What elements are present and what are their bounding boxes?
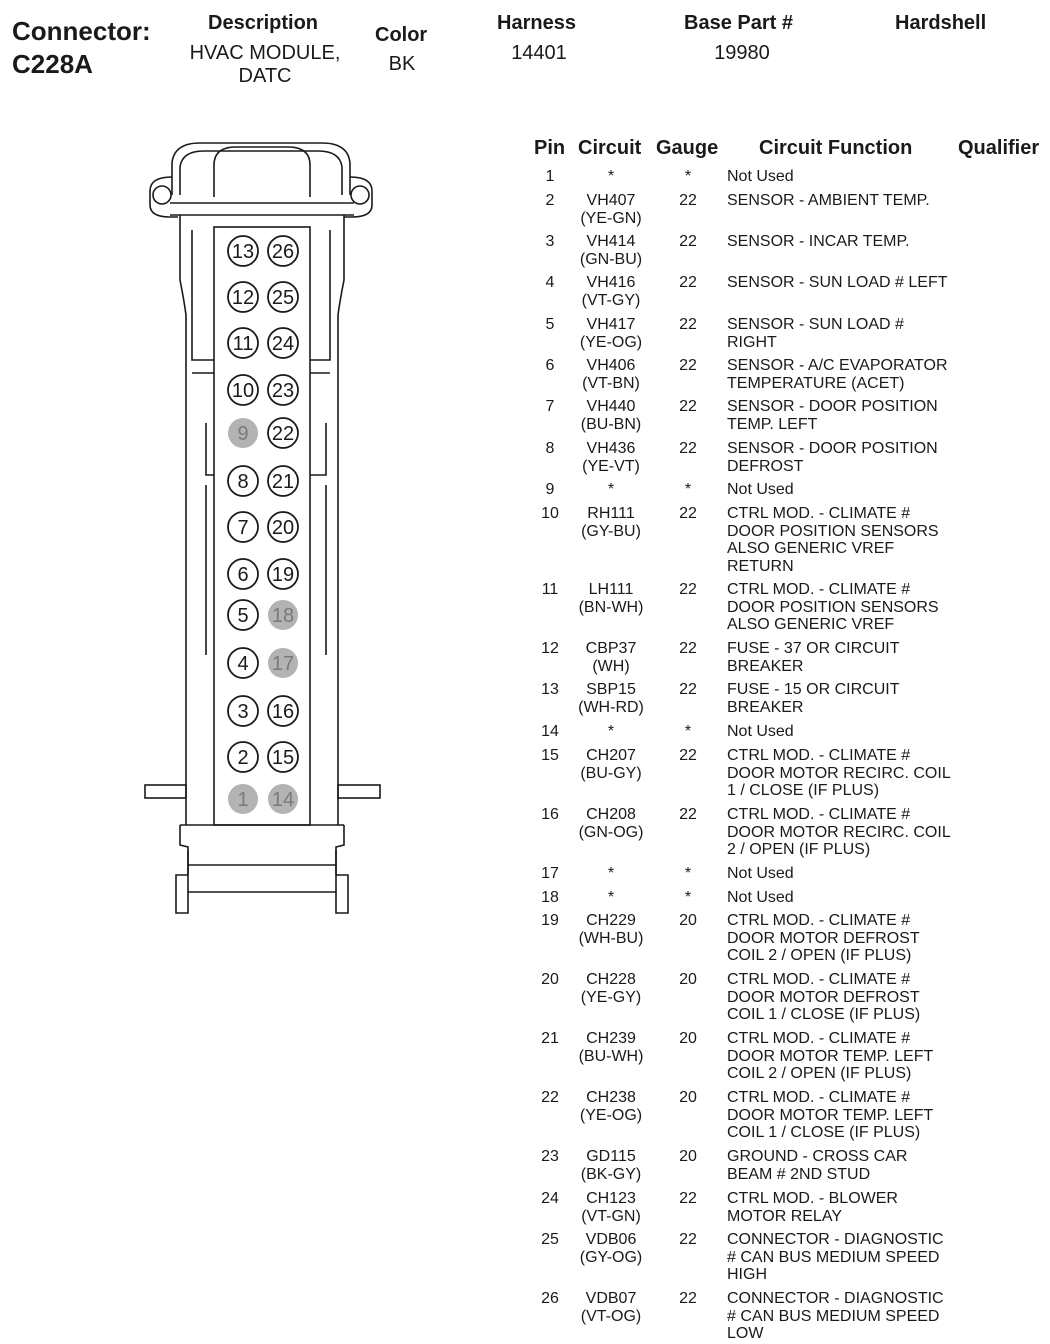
circuit-cell: [575, 912, 647, 947]
circuit-function: CTRL MOD. - CLIMATE # DOOR MOTOR DEFROST COIL 1 / CLOSE (IF PLUS): [727, 971, 921, 1024]
pin-cavity: [268, 375, 298, 405]
circuit-cell: [575, 233, 647, 268]
pin-cavity: [268, 466, 298, 496]
color-value: BK: [388, 53, 416, 75]
circuit-id: *: [607, 889, 615, 906]
circuit-id: VH416: [586, 274, 636, 291]
pin-label: 7: [237, 517, 249, 539]
pin-cavity: [228, 559, 258, 589]
gauge-cell: 22: [679, 1231, 697, 1248]
header-function: Circuit Function: [759, 137, 913, 159]
circuit-function: FUSE - 37 OR CIRCUIT BREAKER: [727, 640, 900, 675]
wire-color: (GY-BU): [581, 522, 641, 540]
gauge-cell: 22: [679, 505, 697, 522]
wire-color: (YE-GY): [580, 988, 642, 1006]
pin-label: 24: [271, 333, 295, 355]
gauge-cell: 20: [679, 1148, 697, 1165]
wire-color: (WH-RD): [578, 698, 644, 716]
circuit-function: SENSOR - DOOR POSITION DEFROST: [727, 440, 938, 475]
gauge-cell: 20: [679, 1030, 697, 1047]
circuit-function: SENSOR - DOOR POSITION TEMP. LEFT: [727, 398, 938, 433]
circuit-function: CONNECTOR - DIAGNOSTIC # CAN BUS MEDIUM SPEED HIGH: [727, 1231, 944, 1284]
pin-cavity: [268, 282, 298, 312]
circuit-function: Not Used: [727, 168, 794, 185]
pin-label: 6: [237, 564, 249, 586]
circuit-id: VH406: [586, 357, 636, 374]
wire-color: (YE-OG): [579, 1106, 643, 1124]
pin-cavity: [228, 466, 258, 496]
pin-label: 25: [271, 287, 295, 309]
circuit-id: *: [607, 865, 615, 882]
pin-number: 11: [541, 581, 559, 598]
circuit-cell: [575, 1089, 647, 1124]
circuit-function: CTRL MOD. - CLIMATE # DOOR MOTOR RECIRC. COIL 2 / OPEN (IF PLUS): [727, 806, 951, 859]
circuit-cell: [575, 581, 647, 616]
wire-color: (WH-BU): [578, 929, 644, 947]
circuit-cell: [575, 681, 647, 716]
circuit-id: SBP15: [586, 681, 636, 698]
pin-cavity-unused: [228, 784, 258, 814]
pin-number: 19: [541, 912, 559, 929]
base-part-label: Base Part #: [684, 12, 793, 34]
pin-label: 11: [232, 333, 254, 355]
connector-header: [0, 0, 1050, 110]
gauge-cell: 22: [679, 398, 697, 415]
pin-number: 10: [541, 505, 559, 522]
description-value: HVAC MODULE, DATC: [189, 42, 341, 87]
header-pin: Pin: [534, 137, 566, 159]
pin-label: 20: [271, 517, 295, 539]
gauge-cell: 20: [679, 1089, 697, 1106]
pin-number: 21: [541, 1030, 559, 1047]
circuit-cell: [575, 398, 647, 433]
circuit-id: CH238: [586, 1089, 636, 1106]
wire-color: (YE-VT): [582, 457, 640, 475]
gauge-cell: 22: [679, 747, 697, 764]
pin-number: 3: [545, 233, 555, 250]
circuit-function: Not Used: [727, 865, 794, 882]
circuit-id: VH414: [586, 233, 636, 250]
pin-number: 18: [541, 889, 559, 906]
circuit-cell: [575, 747, 647, 782]
circuit-id: VH407: [586, 192, 636, 209]
pin-number: 17: [541, 865, 559, 882]
pin-cavity: [228, 328, 258, 358]
connector-housing: [145, 143, 380, 913]
wire-color: (VT-GN): [581, 1207, 641, 1225]
gauge-cell: 22: [679, 274, 697, 291]
pin-cavity-unused: [268, 600, 298, 630]
pin-label: 15: [271, 747, 295, 769]
pin-cavity: [228, 600, 258, 630]
gauge-cell: 22: [679, 681, 697, 698]
pin-label: 4: [237, 653, 249, 675]
circuit-id: CH208: [586, 806, 636, 823]
circuit-id: CH123: [586, 1190, 636, 1207]
circuit-id: CH207: [586, 747, 636, 764]
circuit-cell: [575, 1148, 647, 1183]
circuit-function: CTRL MOD. - CLIMATE # DOOR MOTOR RECIRC. COIL 1 / CLOSE (IF PLUS): [727, 747, 951, 800]
circuit-id: *: [607, 481, 615, 498]
circuit-id: CH239: [586, 1030, 636, 1047]
pin-cavity: [228, 375, 258, 405]
circuit-id: *: [607, 723, 615, 740]
circuit-cell: [575, 865, 647, 883]
circuit-function: FUSE - 15 OR CIRCUIT BREAKER: [727, 681, 900, 716]
circuit-cell: [575, 806, 647, 841]
header-gauge: Gauge: [656, 137, 719, 159]
pin-cavity: [268, 559, 298, 589]
pin-number: 24: [541, 1190, 559, 1207]
circuit-function: Not Used: [727, 723, 794, 740]
wire-color: (BU-BN): [580, 415, 642, 433]
circuit-function: SENSOR - A/C EVAPORATOR TEMPERATURE (ACET): [727, 357, 948, 392]
wire-color: (YE-OG): [579, 333, 643, 351]
circuit-cell: [575, 505, 647, 540]
pin-cavity: [268, 512, 298, 542]
wire-color: (VT-OG): [580, 1307, 642, 1325]
harness-label: Harness: [497, 12, 576, 34]
circuit-cell: [575, 357, 647, 392]
pin-cavity-unused: [268, 648, 298, 678]
pin-number: 2: [545, 192, 555, 209]
pin-cavity: [228, 696, 258, 726]
pin-label: 9: [237, 423, 249, 445]
pin-label: 8: [237, 471, 249, 493]
pin-number: 26: [541, 1290, 559, 1307]
gauge-cell: 20: [679, 971, 697, 988]
circuit-cell: [575, 889, 647, 907]
hardshell-label: Hardshell: [895, 12, 987, 34]
pin-number: 8: [545, 440, 555, 457]
pin-number: 1: [545, 168, 555, 185]
circuit-cell: [575, 440, 647, 475]
circuit-function: SENSOR - SUN LOAD # LEFT: [727, 274, 948, 291]
pin-label: 19: [271, 564, 295, 586]
wire-color: (BU-GY): [580, 764, 642, 782]
circuit-id: CH228: [586, 971, 636, 988]
wire-color: (GN-OG): [578, 823, 644, 841]
wire-color: (VT-GY): [581, 291, 641, 309]
pin-cavity: [268, 236, 298, 266]
circuit-function: GROUND - CROSS CAR BEAM # 2ND STUD: [727, 1148, 908, 1183]
gauge-cell: 22: [679, 233, 697, 250]
connector-label: Connector:: [12, 16, 151, 46]
wire-color: (BK-GY): [580, 1165, 642, 1183]
pin-label: 18: [271, 605, 295, 627]
pin-column-left: [228, 236, 258, 814]
circuit-cell: [575, 168, 647, 186]
pin-number: 7: [545, 398, 555, 415]
circuit-function: Not Used: [727, 889, 794, 906]
wire-color: (VT-BN): [582, 374, 640, 392]
circuit-id: CH229: [586, 912, 636, 929]
description-label: Description: [208, 12, 319, 34]
pin-cavity: [268, 328, 298, 358]
gauge-cell: 22: [679, 581, 697, 598]
circuit-function: CTRL MOD. - CLIMATE # DOOR MOTOR DEFROST COIL 2 / OPEN (IF PLUS): [727, 912, 920, 965]
pin-cavity-unused: [268, 784, 298, 814]
connector-id: C228A: [12, 49, 93, 79]
pin-label: 12: [231, 287, 255, 309]
circuit-cell: [575, 640, 647, 675]
circuit-id: *: [607, 168, 615, 185]
pin-number: 16: [541, 806, 559, 823]
circuit-cell: [575, 1190, 647, 1225]
pin-label: 23: [271, 380, 295, 402]
circuit-function: CTRL MOD. - CLIMATE # DOOR POSITION SENSORS ALSO GENERIC VREF RETURN: [727, 505, 939, 575]
circuit-id: VH417: [586, 316, 636, 333]
pin-cavity: [228, 742, 258, 772]
wire-color: (GN-BU): [579, 250, 643, 268]
pin-label: 16: [271, 701, 295, 723]
pin-cavity: [228, 282, 258, 312]
pin-cavity: [268, 742, 298, 772]
pin-number: 25: [541, 1231, 559, 1248]
circuit-cell: [575, 316, 647, 351]
gauge-cell: *: [684, 865, 692, 882]
pin-cavity-unused: [228, 418, 258, 448]
pin-cavity: [228, 648, 258, 678]
circuit-function: SENSOR - INCAR TEMP.: [727, 233, 910, 250]
circuit-function: CTRL MOD. - CLIMATE # DOOR MOTOR TEMP. LEFT COIL 1 / CLOSE (IF PLUS): [727, 1089, 934, 1142]
pin-cavity: [268, 418, 298, 448]
wire-color: (WH): [592, 657, 630, 675]
circuit-id: CBP37: [585, 640, 637, 657]
circuit-cell: [575, 723, 647, 741]
pin-number: 6: [545, 357, 555, 374]
pin-label: 3: [237, 701, 249, 723]
pin-label: 14: [271, 789, 295, 811]
pin-cavity: [228, 512, 258, 542]
pin-label: 26: [271, 241, 295, 263]
harness-value: 14401: [511, 42, 567, 64]
gauge-cell: 20: [679, 912, 697, 929]
gauge-cell: 22: [679, 192, 697, 209]
gauge-cell: 22: [679, 1190, 697, 1207]
circuit-function: CTRL MOD. - CLIMATE # DOOR MOTOR TEMP. LEFT COIL 2 / OPEN (IF PLUS): [727, 1030, 934, 1083]
circuit-id: VH440: [586, 398, 636, 415]
circuit-id: LH111: [588, 581, 634, 598]
gauge-cell: 22: [679, 316, 697, 333]
wire-color: (BU-WH): [578, 1047, 644, 1065]
header-qualifier: Qualifier: [958, 137, 1040, 159]
pin-number: 23: [541, 1148, 559, 1165]
pin-number: 15: [541, 747, 559, 764]
pin-number: 20: [541, 971, 559, 988]
circuit-cell: [575, 971, 647, 1006]
gauge-cell: *: [684, 481, 692, 498]
color-label: Color: [375, 24, 428, 46]
header-circuit: Circuit: [578, 137, 642, 159]
pin-label: 1: [237, 789, 249, 811]
base-part-value: 19980: [714, 42, 770, 64]
connector-face-diagram: [140, 135, 390, 920]
pin-number: 12: [541, 640, 559, 657]
wire-color: (BN-WH): [578, 598, 644, 616]
pin-column-right: [268, 236, 298, 814]
circuit-function: SENSOR - AMBIENT TEMP.: [727, 192, 930, 209]
circuit-cell: [575, 274, 647, 309]
circuit-cell: [575, 1231, 647, 1266]
pin-number: 13: [541, 681, 559, 698]
circuit-cell: [575, 1030, 647, 1065]
pin-label: 21: [271, 471, 295, 493]
gauge-cell: 22: [679, 1290, 697, 1307]
pin-label: 13: [231, 241, 255, 263]
circuit-function: CTRL MOD. - CLIMATE # DOOR POSITION SENSORS ALSO GENERIC VREF: [727, 581, 939, 634]
gauge-cell: 22: [679, 357, 697, 374]
pin-number: 22: [541, 1089, 559, 1106]
pin-cavity: [268, 696, 298, 726]
pin-label: 5: [237, 605, 249, 627]
gauge-cell: 22: [679, 806, 697, 823]
pin-label: 17: [271, 653, 295, 675]
pin-number: 14: [541, 723, 559, 740]
circuit-id: RH111: [587, 505, 635, 522]
circuit-cell: [575, 1290, 647, 1325]
circuit-cell: [575, 192, 647, 227]
gauge-cell: 22: [679, 440, 697, 457]
gauge-cell: *: [684, 889, 692, 906]
circuit-function: Not Used: [727, 481, 794, 498]
pin-number: 5: [545, 316, 555, 333]
pin-cavity: [228, 236, 258, 266]
gauge-cell: *: [684, 168, 692, 185]
pin-number: 4: [545, 274, 555, 291]
wire-color: (YE-GN): [580, 209, 642, 227]
circuit-id: VDB06: [585, 1231, 637, 1248]
pin-label: 22: [271, 423, 295, 445]
circuit-id: VDB07: [585, 1290, 637, 1307]
pin-number: 9: [545, 481, 555, 498]
circuit-function: SENSOR - SUN LOAD # RIGHT: [727, 316, 904, 351]
wire-color: (GY-OG): [579, 1248, 643, 1266]
circuit-function: CONNECTOR - DIAGNOSTIC # CAN BUS MEDIUM SPEED LOW: [727, 1290, 944, 1343]
circuit-function: CTRL MOD. - BLOWER MOTOR RELAY: [727, 1190, 898, 1225]
gauge-cell: 22: [679, 640, 697, 657]
circuit-id: GD115: [586, 1148, 636, 1165]
pin-label: 2: [237, 747, 249, 769]
pin-label: 10: [231, 380, 255, 402]
circuit-cell: [575, 481, 647, 499]
circuit-id: VH436: [586, 440, 636, 457]
gauge-cell: *: [684, 723, 692, 740]
